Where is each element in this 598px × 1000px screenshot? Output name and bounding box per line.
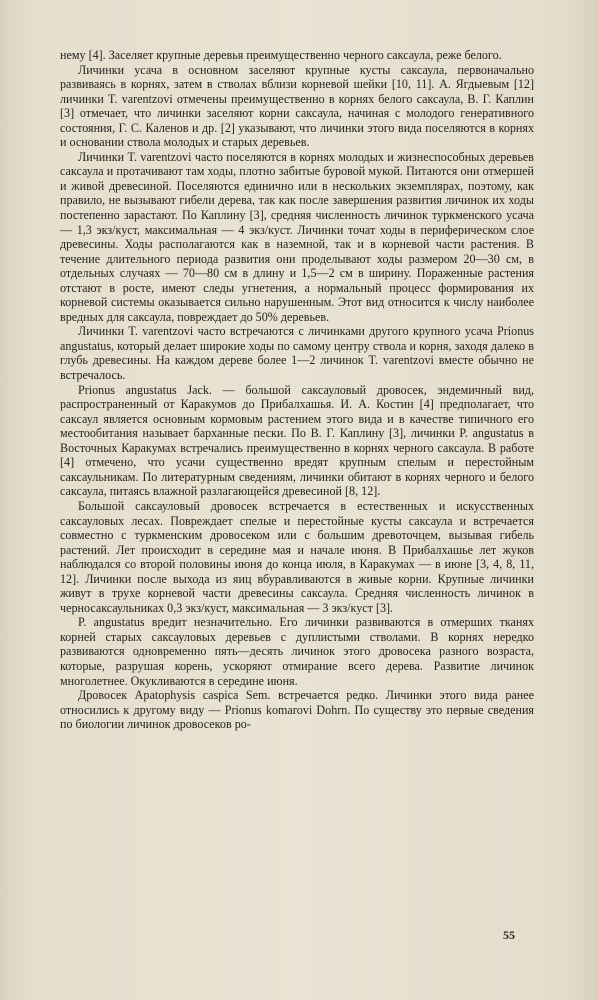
body-text [60,48,534,732]
paragraph-6: Большой саксауловый дровосек встречается в естественных и искусственных саксауловых лесах. Повреждает спелые и перестойные кусты саксаула и встречается совместно с туркменским дровосеком или с большим древоточцем, вызывая гибель растений. Лет происходит в середине мая и начале июня. В Прибалхашье лет жуков наблюдался со второй половины июня до конца июля, в Каракумах — в июне [3, 4, 8, 11, 12]. Личинки после выхода из яиц вбуравливаются в живые корни. Крупные личинки живут в трухе корневой части древесины саксаула. Средняя численность личинок в черносаксаульниках 0,3 экз/куст, максимальная — 3 экз/куст [3]. [60,498,534,615]
paragraph-7: P. angustatus вредит незначительно. Его личинки развиваются в отмерших тканях корней старых саксауловых деревьев с дуплистыми стволами. В корнях нередко развиваются одновременно пять—десять личинок этого дровосека разного возраста, которые, разрушая корень, ускоряют отмирание всего дерева. Развитие личинок многолетнее. Окукливаются в середине июня. [60,615,534,688]
paragraph-4: Личинки T. varentzovi часто встречаются с личинками другого крупного усача Prionus angustatus, который делает широкие ходы по самому центру ствола и корня, заходя далеко в глубь древесины. На каждом дереве более 1—2 личинок T. varentzovi вместе обычно не встречалось. [60,324,534,383]
paragraph-2: Личинки усача в основном заселяют крупные кусты саксаула, первоначально развиваясь в корнях, затем в стволах вблизи корневой шейки [10, 11]. А. Ягдыевым [12] личинки T. varentzovi отмечены преимущественно в корнях белого саксаула, В. Г. Каплин [3] отмечает, что личинки заселяют корни саксаула, начиная с молодого генеративного состояния, Г. С. Каленов и др. [2] указывают, что личинки этого вида поселяются в корнях и основании ствола молодых и старых деревьев. [60,62,534,150]
paragraph-3: Личинки T. varentzovi часто поселяются в корнях молодых и жизнеспособных деревьев саксаула и протачивают там ходы, плотно забитые буровой мукой. Питаются они отмершей и живой древесиной. Поселяются единично или в нескольких экземплярах, поэтому, как правило, не вызывают гибели дерева, так как после завершения развития личинок их ходы постепенно зарастают. По Каплину [3], средняя численность личинок туркменского усача — 1,3 экз/куст, максимальная — 4 экз/куст. Личинки точат ходы в периферическом слое древесины. Ходы располагаются как в наземной, так и в корневой части растения. В течение длительного периода развития они проделывают ходы размером 20—30 см, в отдельных случаях — 70—80 см в длину и 1,5—2 см в ширину. Пораженные растения отстают в росте, имеют следы угнетения, а нормальный процесс формирования их корневой системы оказывается сильно нарушенным. Этот вид относится к числу наиболее вредных для саксаула, повреждает до 50% деревьев. [60,149,534,324]
paragraph-1: нему [4]. Заселяет крупные деревья преимущественно черного саксаула, реже белого. [60,48,502,62]
paragraph-5: Prionus angustatus Jack. — большой саксауловый дровосек, эндемичный вид, распространенный от Каракумов до Прибалхашья. И. А. Костин [4] предполагает, что саксаул является основным кормовым растением этого вида и в качестве типичного его местообитания называет барханные пески. По В. Г. Каплину [3], личинки P. angustatus в Восточных Каракумах встречались преимущественно в корнях черного саксаула. В работе [4] отмечено, что усачи существенно вредят крупным спелым и перестойным саксаульникам. По литературным сведениям, личинки обитают в корнях черного и белого саксаула, питаясь влажной разлагающейся древесиной [8, 12]. [60,382,534,499]
page-number: 55 [503,928,515,942]
paragraph-8: Дровосек Apatophysis caspica Sem. встречается редко. Личинки этого вида ранее относились к другому виду — Prionus komarovi Dohrn. По существу это первые сведения по биологии личинок дровосеков ро- [60,688,534,732]
